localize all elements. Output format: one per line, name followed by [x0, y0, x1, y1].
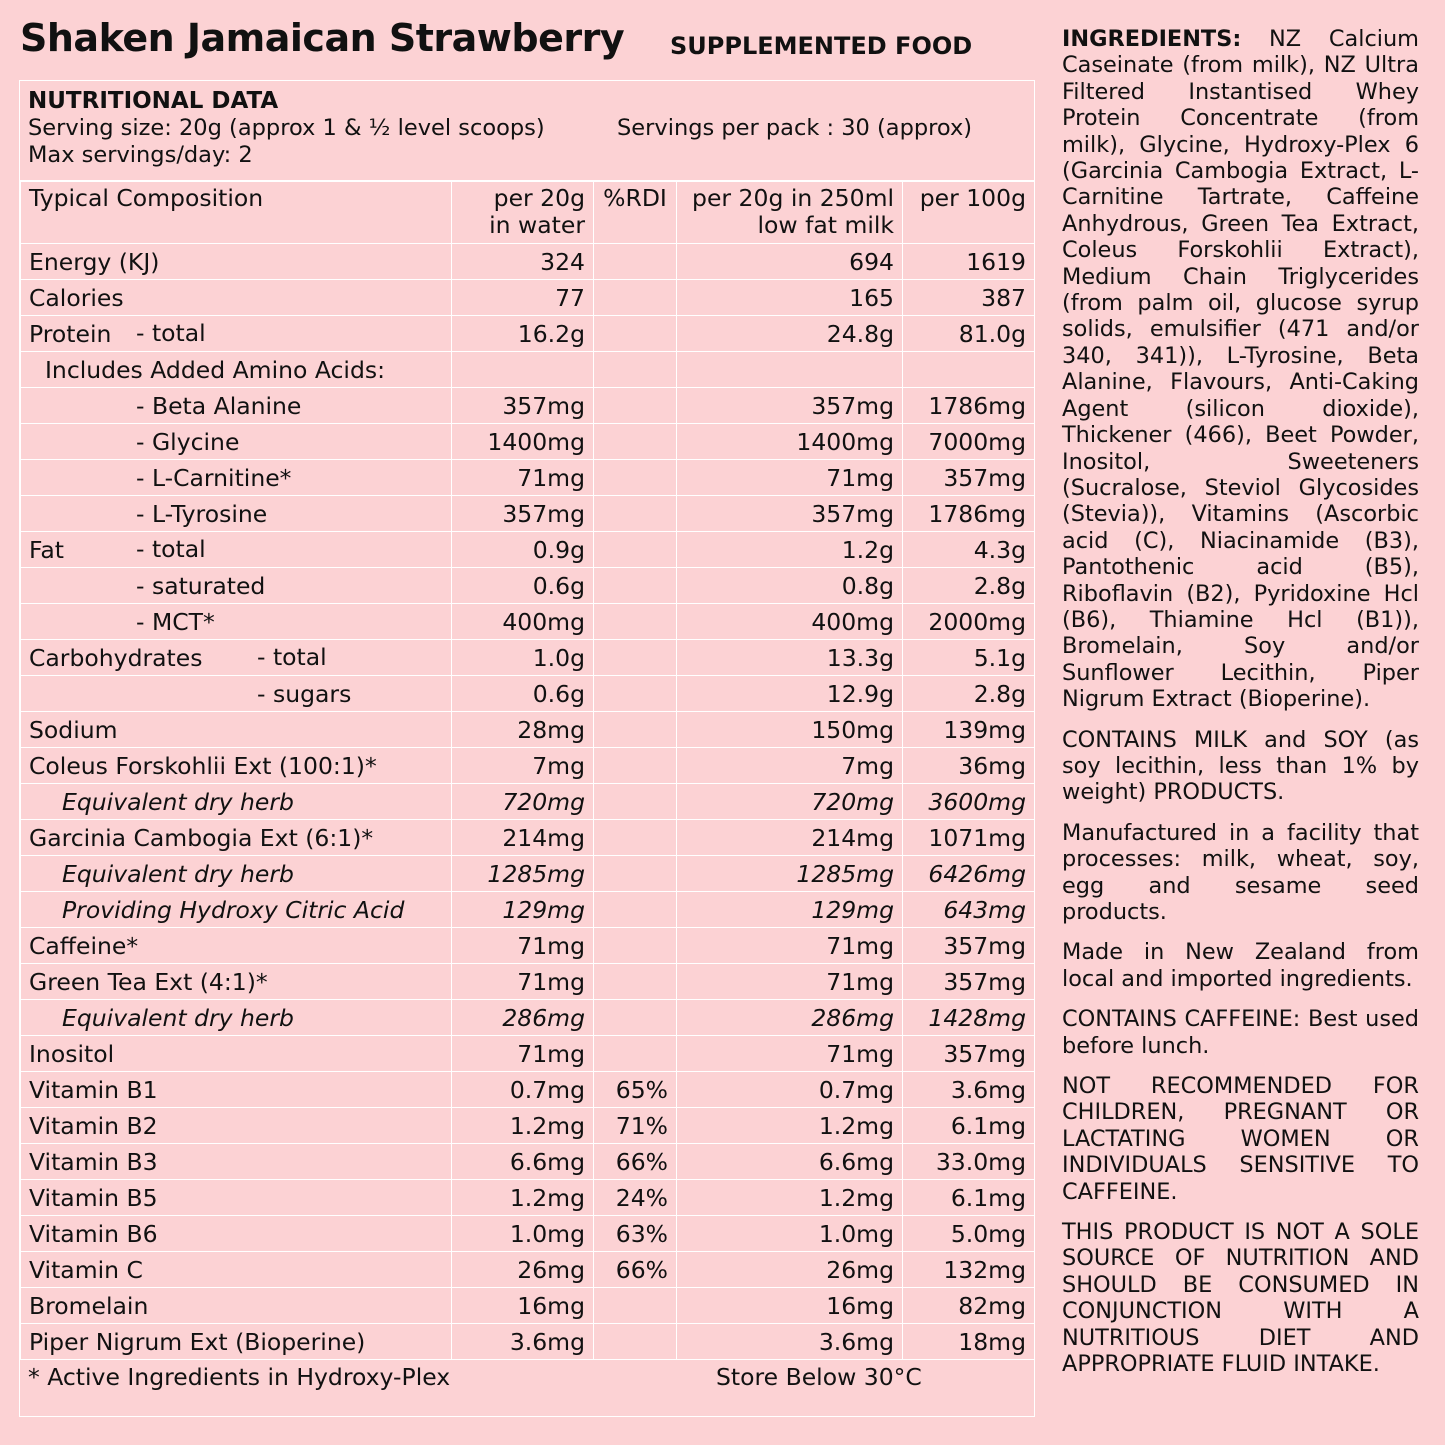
- nutrient-name: Vitamin B3: [29, 1147, 158, 1176]
- allergen-statement: CONTAINS MILK and SOY (as soy lecithin, less than 1% by weight) PRODUCTS.: [1062, 726, 1419, 806]
- nutrient-name: Providing Hydroxy Citric Acid: [62, 895, 405, 924]
- value-rdi: [594, 1324, 677, 1360]
- nutrient-name-cell: [21, 244, 452, 280]
- nutrient-sub-label: - total: [136, 319, 206, 347]
- value-per-100g: 3600mg: [903, 784, 1035, 820]
- table-row: [21, 352, 1035, 388]
- value-per-100g: 357mg: [903, 460, 1035, 496]
- column-header-line: per 20g: [493, 184, 585, 212]
- ingredients-text: NZ Calcium Caseinate (from milk), NZ Ultra Filtered Instantised Whey Protein Concentrate (from milk), Glycine, Hydroxy-Plex 6 (Garcinia Cambogia Extract, L-Carnitine Tartrate, Caffeine Anhydrous, Green Tea Extract, Coleus Forskohlii Extract), Medium Chain Triglycerides (from palm oil, glucose syrup solids, emulsifier (471 and/or 340, 341)), L-Tyrosine, Beta Alanine, Flavours, Anti-Caking Agent (silicon dioxide), Thickener (466), Beet Powder, Inositol, Sweeteners (Sucralose, Steviol Glycosides (Stevia)), Vitamins (Ascorbic acid (C), Niacinamide (B3), Pantothenic acid (B5), Riboflavin (B2), Pyridoxine Hcl (B6), Thiamine Hcl (B1)), Bromelain, Soy and/or Sunflower Lecithin, Piper Nigrum Extract (Bioperine).: [1062, 26, 1419, 713]
- value-per-20g-water: 1.2mg: [452, 1108, 594, 1144]
- nutrient-name-cell: [21, 1288, 452, 1324]
- nutrient-name-cell: [21, 892, 452, 928]
- value-per-20g-water: 6.6mg: [452, 1144, 594, 1180]
- nutrient-name: Equivalent dry herb: [62, 787, 294, 816]
- value-per-20g-water: 286mg: [452, 1000, 594, 1036]
- table-row: [21, 532, 1035, 568]
- value-per-20g-water: 1285mg: [452, 856, 594, 892]
- nutrient-name-cell: [21, 316, 452, 352]
- value-rdi: [594, 676, 677, 712]
- value-rdi: [594, 1000, 677, 1036]
- max-servings: Max servings/day: 2: [28, 142, 253, 168]
- value-per-100g: 357mg: [903, 964, 1035, 1000]
- value-per-20g-milk: 71mg: [677, 928, 903, 964]
- value-per-20g-water: 77: [452, 280, 594, 316]
- value-per-100g: 33.0mg: [903, 1144, 1035, 1180]
- value-rdi: [594, 928, 677, 964]
- value-per-100g: 3.6mg: [903, 1072, 1035, 1108]
- nutrient-name-cell: [21, 748, 452, 784]
- serving-info-line: [28, 115, 1026, 142]
- table-row: [21, 1108, 1035, 1144]
- value-per-20g-water: 0.6g: [452, 568, 594, 604]
- nutrient-name-cell: [21, 1108, 452, 1144]
- value-per-20g-water: 1.2mg: [452, 1180, 594, 1216]
- value-per-100g: 7000mg: [903, 424, 1035, 460]
- value-per-20g-water: [452, 352, 594, 388]
- nutrition-note: THIS PRODUCT IS NOT A SOLE SOURCE OF NUTRITION AND SHOULD BE CONSUMED IN CONJUNCTION WITH A NUTRITIOUS DIET AND APPROPRIATE FLUID INTAKE.: [1062, 1219, 1419, 1378]
- nutrient-name: Piper Nigrum Ext (Bioperine): [29, 1327, 366, 1356]
- product-title: Shaken Jamaican Strawberry: [20, 16, 625, 60]
- value-rdi: 71%: [594, 1108, 677, 1144]
- value-rdi: [594, 784, 677, 820]
- value-per-20g-water: 357mg: [452, 496, 594, 532]
- column-header-line: low fat milk: [757, 211, 894, 239]
- value-per-100g: 4.3g: [903, 532, 1035, 568]
- table-row: [21, 1072, 1035, 1108]
- value-per-20g-water: 71mg: [452, 1036, 594, 1072]
- column-header-per-20g-water: [452, 182, 594, 244]
- value-per-20g-water: 71mg: [452, 928, 594, 964]
- nutrient-name-cell: [21, 712, 452, 748]
- nutrient-sub-label: - total: [257, 643, 327, 671]
- nutrient-name-cell: [21, 388, 452, 424]
- nutrient-name: Vitamin B1: [29, 1075, 158, 1104]
- nutrient-name: Garcinia Cambogia Ext (6:1)*: [29, 823, 374, 852]
- value-per-20g-water: 357mg: [452, 388, 594, 424]
- nutrient-name-cell: [21, 928, 452, 964]
- value-per-100g: 6.1mg: [903, 1180, 1035, 1216]
- value-per-20g-water: 7mg: [452, 748, 594, 784]
- table-header-row: [21, 182, 1035, 244]
- nutrient-name: Protein: [29, 319, 112, 348]
- nutrient-name-cell: [21, 784, 452, 820]
- nutrition-footer: [20, 1360, 1034, 1396]
- value-per-100g: 2.8g: [903, 676, 1035, 712]
- value-per-20g-milk: 71mg: [677, 460, 903, 496]
- value-per-100g: 1786mg: [903, 388, 1035, 424]
- nutrient-name: Sodium: [29, 715, 118, 744]
- nutrient-name: - L-Carnitine*: [136, 463, 292, 492]
- value-per-20g-milk: 357mg: [677, 496, 903, 532]
- value-per-20g-milk: 0.8g: [677, 568, 903, 604]
- value-rdi: [594, 316, 677, 352]
- value-per-20g-water: 3.6mg: [452, 1324, 594, 1360]
- value-per-20g-water: 1.0mg: [452, 1216, 594, 1252]
- value-per-20g-milk: 165: [677, 280, 903, 316]
- nutrition-panel-title: NUTRITIONAL DATA: [28, 88, 279, 114]
- ingredients-column: [1062, 26, 1419, 1392]
- value-per-20g-milk: 1.2mg: [677, 1180, 903, 1216]
- table-row: [21, 1180, 1035, 1216]
- value-per-20g-water: 26mg: [452, 1252, 594, 1288]
- value-per-100g: 643mg: [903, 892, 1035, 928]
- value-rdi: [594, 604, 677, 640]
- column-header-composition: Typical Composition: [21, 182, 452, 244]
- value-per-100g: 18mg: [903, 1324, 1035, 1360]
- nutrient-name-cell: [21, 352, 452, 388]
- value-per-100g: 6426mg: [903, 856, 1035, 892]
- table-row: [21, 1144, 1035, 1180]
- table-row: [21, 1000, 1035, 1036]
- value-per-20g-water: 214mg: [452, 820, 594, 856]
- table-row: [21, 712, 1035, 748]
- value-per-100g: 2.8g: [903, 568, 1035, 604]
- value-per-20g-water: 0.6g: [452, 676, 594, 712]
- nutrient-name: Includes Added Amino Acids:: [45, 355, 386, 384]
- value-per-20g-water: 0.7mg: [452, 1072, 594, 1108]
- nutrient-name: Carbohydrates: [29, 643, 203, 672]
- nutrient-name-cell: [21, 424, 452, 460]
- table-row: [21, 784, 1035, 820]
- value-rdi: [594, 892, 677, 928]
- nutrient-name: - saturated: [136, 571, 266, 600]
- value-rdi: 63%: [594, 1216, 677, 1252]
- value-per-20g-milk: 1.2mg: [677, 1108, 903, 1144]
- nutrient-name-cell: [21, 676, 452, 712]
- value-per-20g-milk: 26mg: [677, 1252, 903, 1288]
- value-per-100g: 139mg: [903, 712, 1035, 748]
- nutrient-name-cell: [21, 1324, 452, 1360]
- value-per-100g: [903, 352, 1035, 388]
- nutrient-name: Inositol: [29, 1039, 115, 1068]
- value-rdi: [594, 856, 677, 892]
- value-per-20g-milk: [677, 352, 903, 388]
- value-per-20g-milk: 357mg: [677, 388, 903, 424]
- table-row: [21, 640, 1035, 676]
- value-rdi: [594, 1036, 677, 1072]
- value-per-100g: 1786mg: [903, 496, 1035, 532]
- value-per-20g-milk: 13.3g: [677, 640, 903, 676]
- value-rdi: 65%: [594, 1072, 677, 1108]
- nutrient-name-cell: [21, 1072, 452, 1108]
- value-rdi: 24%: [594, 1180, 677, 1216]
- value-per-100g: 1428mg: [903, 1000, 1035, 1036]
- value-per-20g-water: 400mg: [452, 604, 594, 640]
- value-per-20g-water: 324: [452, 244, 594, 280]
- value-per-20g-milk: 16mg: [677, 1288, 903, 1324]
- value-per-20g-milk: 1285mg: [677, 856, 903, 892]
- nutrient-sub-label: - total: [136, 535, 206, 563]
- table-row: [21, 604, 1035, 640]
- value-per-20g-milk: 71mg: [677, 1036, 903, 1072]
- value-per-20g-milk: 400mg: [677, 604, 903, 640]
- value-per-20g-water: 1400mg: [452, 424, 594, 460]
- value-rdi: [594, 496, 677, 532]
- serving-size: Serving size: 20g (approx 1 & ½ level scoops): [28, 115, 545, 141]
- column-header-line: in water: [489, 211, 585, 239]
- value-rdi: [594, 640, 677, 676]
- table-row: [21, 748, 1035, 784]
- value-per-100g: 357mg: [903, 1036, 1035, 1072]
- value-per-20g-milk: 24.8g: [677, 316, 903, 352]
- nutrient-name-cell: [21, 1036, 452, 1072]
- nutrient-name: - Beta Alanine: [136, 391, 302, 420]
- nutrient-name: Calories: [29, 283, 124, 312]
- nutrient-name-cell: [21, 856, 452, 892]
- value-per-20g-milk: 129mg: [677, 892, 903, 928]
- nutrient-name-cell: [21, 532, 452, 568]
- table-row: [21, 892, 1035, 928]
- table-row: [21, 856, 1035, 892]
- nutrient-name-cell: [21, 496, 452, 532]
- value-per-100g: 36mg: [903, 748, 1035, 784]
- value-per-20g-milk: 3.6mg: [677, 1324, 903, 1360]
- value-rdi: [594, 820, 677, 856]
- value-per-20g-milk: 12.9g: [677, 676, 903, 712]
- product-category: SUPPLEMENTED FOOD: [670, 32, 973, 60]
- value-per-20g-milk: 6.6mg: [677, 1144, 903, 1180]
- value-per-20g-milk: 286mg: [677, 1000, 903, 1036]
- table-row: [21, 568, 1035, 604]
- nutrient-name-cell: [21, 1144, 452, 1180]
- table-row: [21, 280, 1035, 316]
- nutrient-name-cell: [21, 604, 452, 640]
- value-rdi: 66%: [594, 1144, 677, 1180]
- value-per-100g: 1071mg: [903, 820, 1035, 856]
- value-per-20g-water: 129mg: [452, 892, 594, 928]
- table-row: [21, 1288, 1035, 1324]
- nutrient-name: Vitamin B2: [29, 1111, 158, 1140]
- table-row: [21, 1216, 1035, 1252]
- nutrient-name: - L-Tyrosine: [136, 499, 268, 528]
- column-header-line: per 20g in 250ml: [692, 184, 894, 212]
- nutrient-name: Vitamin C: [29, 1255, 143, 1284]
- nutrient-name: Bromelain: [29, 1291, 149, 1320]
- nutrient-name: - MCT*: [136, 607, 215, 636]
- column-header-per-100g: per 100g: [903, 182, 1035, 244]
- ingredients-paragraph: [1062, 26, 1419, 713]
- nutrient-name-cell: [21, 640, 452, 676]
- table-row: [21, 496, 1035, 532]
- nutrient-name-cell: [21, 460, 452, 496]
- table-row: [21, 424, 1035, 460]
- nutrient-name-cell: [21, 964, 452, 1000]
- nutrient-name: Vitamin B5: [29, 1183, 158, 1212]
- value-rdi: [594, 460, 677, 496]
- table-row: [21, 244, 1035, 280]
- value-per-20g-water: 0.9g: [452, 532, 594, 568]
- nutrient-name: Caffeine*: [29, 931, 139, 960]
- value-per-100g: 132mg: [903, 1252, 1035, 1288]
- value-rdi: [594, 568, 677, 604]
- value-per-20g-water: 16mg: [452, 1288, 594, 1324]
- value-per-100g: 5.0mg: [903, 1216, 1035, 1252]
- origin-statement: Made in New Zealand from local and imported ingredients.: [1062, 939, 1419, 992]
- value-per-100g: 82mg: [903, 1288, 1035, 1324]
- servings-per-pack: Servings per pack : 30 (approx): [617, 115, 973, 141]
- value-per-20g-milk: 7mg: [677, 748, 903, 784]
- storage-instruction: Store Below 30°C: [716, 1363, 922, 1391]
- table-row: [21, 928, 1035, 964]
- nutrient-name-cell: [21, 820, 452, 856]
- value-rdi: 66%: [594, 1252, 677, 1288]
- nutrition-table: [20, 181, 1035, 1360]
- footnote: * Active Ingredients in Hydroxy-Plex: [28, 1363, 451, 1391]
- column-header-per-20g-milk: [677, 182, 903, 244]
- value-per-20g-milk: 150mg: [677, 712, 903, 748]
- nutrient-name: Equivalent dry herb: [62, 1003, 294, 1032]
- value-per-20g-water: 71mg: [452, 460, 594, 496]
- value-per-20g-milk: 71mg: [677, 964, 903, 1000]
- nutrient-name: Equivalent dry herb: [62, 859, 294, 888]
- value-rdi: [594, 424, 677, 460]
- nutrient-name-cell: [21, 1252, 452, 1288]
- value-per-20g-milk: 1.2g: [677, 532, 903, 568]
- caffeine-statement: CONTAINS CAFFEINE: Best used before lunch.: [1062, 1006, 1419, 1059]
- value-rdi: [594, 964, 677, 1000]
- table-row: [21, 460, 1035, 496]
- nutrient-name: - Glycine: [136, 427, 240, 456]
- nutrient-name: Energy (KJ): [29, 247, 160, 276]
- value-per-20g-milk: 720mg: [677, 784, 903, 820]
- value-per-100g: 387: [903, 280, 1035, 316]
- nutrient-name-cell: [21, 1216, 452, 1252]
- value-per-100g: 2000mg: [903, 604, 1035, 640]
- value-per-20g-milk: 694: [677, 244, 903, 280]
- table-row: [21, 1324, 1035, 1360]
- value-per-100g: 357mg: [903, 928, 1035, 964]
- facility-statement: Manufactured in a facility that processes: milk, wheat, soy, egg and sesame seed products.: [1062, 819, 1419, 925]
- value-per-20g-milk: 1400mg: [677, 424, 903, 460]
- nutrient-name-cell: [21, 1000, 452, 1036]
- value-per-20g-water: 28mg: [452, 712, 594, 748]
- value-rdi: [594, 352, 677, 388]
- nutrient-name: - sugars: [257, 679, 352, 708]
- value-rdi: [594, 532, 677, 568]
- nutrition-panel: [19, 80, 1035, 1417]
- value-rdi: [594, 712, 677, 748]
- value-rdi: [594, 1288, 677, 1324]
- column-header-rdi: %RDI: [594, 182, 677, 244]
- nutrient-name: Green Tea Ext (4:1)*: [29, 967, 268, 996]
- value-per-100g: 1619: [903, 244, 1035, 280]
- value-per-20g-water: 71mg: [452, 964, 594, 1000]
- nutrient-name-cell: [21, 1180, 452, 1216]
- nutrient-name-cell: [21, 568, 452, 604]
- value-per-20g-water: 720mg: [452, 784, 594, 820]
- table-row: [21, 964, 1035, 1000]
- value-rdi: [594, 388, 677, 424]
- nutrition-panel-header: [20, 81, 1034, 181]
- warning-statement: NOT RECOMMENDED FOR CHILDREN, PREGNANT OR LACTATING WOMEN OR INDIVIDUALS SENSITIVE TO CAFFEINE.: [1062, 1073, 1419, 1205]
- table-row: [21, 1036, 1035, 1072]
- value-rdi: [594, 244, 677, 280]
- nutrient-name: Vitamin B6: [29, 1219, 158, 1248]
- value-per-100g: 81.0g: [903, 316, 1035, 352]
- value-per-20g-water: 16.2g: [452, 316, 594, 352]
- table-row: [21, 1252, 1035, 1288]
- value-per-20g-milk: 214mg: [677, 820, 903, 856]
- nutrient-name: Fat: [29, 535, 64, 564]
- nutrient-name: Coleus Forskohlii Ext (100:1)*: [29, 751, 377, 780]
- value-per-100g: 6.1mg: [903, 1108, 1035, 1144]
- table-row: [21, 820, 1035, 856]
- value-per-100g: 5.1g: [903, 640, 1035, 676]
- value-per-20g-milk: 1.0mg: [677, 1216, 903, 1252]
- table-row: [21, 388, 1035, 424]
- value-rdi: [594, 280, 677, 316]
- table-row: [21, 676, 1035, 712]
- value-per-20g-milk: 0.7mg: [677, 1072, 903, 1108]
- table-row: [21, 316, 1035, 352]
- nutrient-name-cell: [21, 280, 452, 316]
- value-per-20g-water: 1.0g: [452, 640, 594, 676]
- ingredients-label: INGREDIENTS:: [1062, 26, 1242, 52]
- value-rdi: [594, 748, 677, 784]
